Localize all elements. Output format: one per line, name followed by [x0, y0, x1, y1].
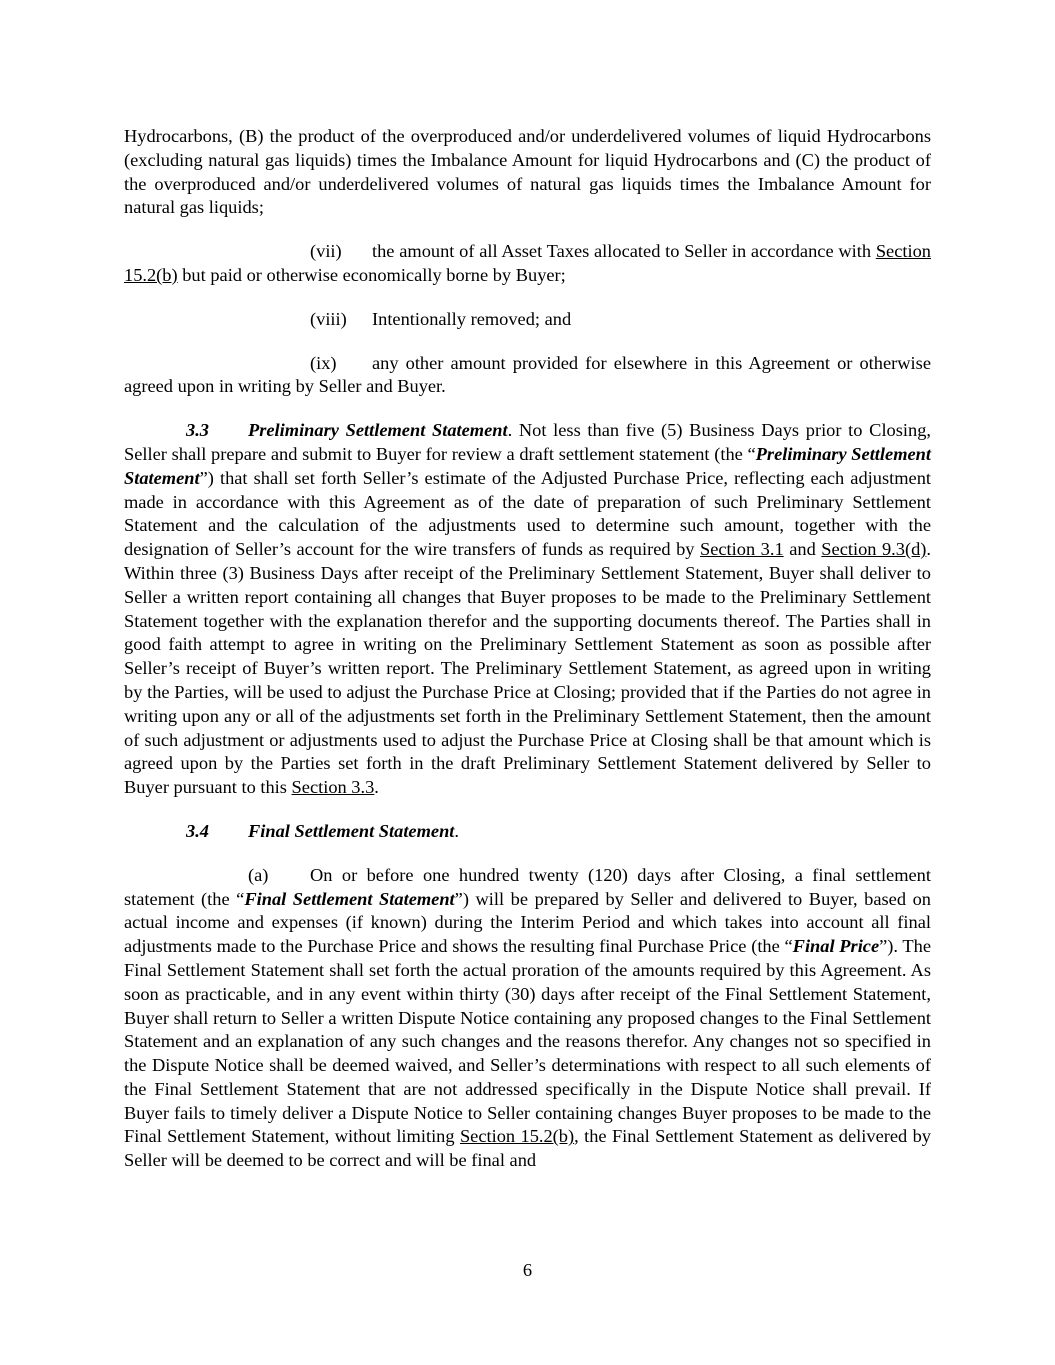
section-heading: Final Settlement Statement: [248, 820, 455, 841]
section-ref-link[interactable]: Section 9.3(d): [821, 539, 927, 560]
section-text: . Within three (3) Business Days after receipt of the Preliminary Settlement Statement, Buyer shall deliver to Seller a written report containing all changes that Buyer proposes to be made to the Preliminary Settlement Statement together with the explanation therefor and the supporting documents thereof. The Parties shall in good faith attempt to agree in writing on the Preliminary Settlement Statement as soon as possible after Seller’s receipt of Buyer’s written report. The Preliminary Settlement Statement, as agreed upon in writing by the Parties, will be used to adjust the Purchase Price at Closing; provided that if the Parties do not agree in writing upon any or all of the adjustments set forth in the Preliminary Settlement Statement, then the amount of such adjustment or adjustments used to adjust the Purchase Price at Closing shall be that amount which is agreed upon by the Parties set forth in the draft Preliminary Settlement Statement delivered by Seller to Buyer pursuant to this: [124, 539, 932, 798]
section-3-4-a: [124, 864, 931, 1173]
clause-number: (viii): [310, 308, 347, 329]
clause-text: the amount of all Asset Taxes allocated to Seller in accordance with: [372, 241, 876, 262]
defined-term: Final Settlement Statement: [244, 888, 455, 909]
section-heading: Preliminary Settlement Statement: [248, 420, 508, 441]
continuation-text: Hydrocarbons, (B) the product of the overproduced and/or underdelivered volumes of liquid Hydrocarbons (excluding natural gas liquids) times the Imbalance Amount for liquid Hydrocarbons and (C) the product of the overproduced and/or underdelivered volumes of natural gas liquids times the Imbalance Amount for natural gas liquids;: [124, 126, 931, 218]
section-3-3: [124, 419, 931, 800]
document-page: [124, 125, 931, 1173]
clause-text: Intentionally removed; and: [372, 308, 572, 329]
clause-text: On or before one hundred twenty (120) days after Closing, a final settlement statement (the “: [124, 864, 931, 909]
section-text: . Not less than five (5) Business Days prior to Closing, Seller shall prepare and submit to Buyer for review a draft settlement statement (the “: [124, 420, 932, 464]
clause-number: (a): [248, 864, 269, 885]
clause-text: ”). The Final Settlement Statement shall set forth the actual proration of the amounts required by this Agreement. As soon as practicable, and in any event within thirty (30) days after receipt of the Final Settlement Statement, Buyer shall return to Seller a written Dispute Notice containing any proposed changes to the Final Settlement Statement and an explanation of any such changes and the reasons therefor. Any changes not so specified in the Dispute Notice shall be deemed waived, and Seller’s determinations with respect to all such elements of the Final Settlement Statement that are not addressed specifically in the Dispute Notice shall prevail. If Buyer fails to timely deliver a Dispute Notice to Seller containing changes Buyer proposes to be made to the Final Settlement Statement, without limiting: [124, 936, 931, 1147]
clause-text: but paid or otherwise economically borne by Buyer;: [177, 264, 566, 285]
section-number: 3.4: [186, 820, 209, 841]
clause-text: , the Final Settlement Statement as delivered by Seller will be deemed to be correct and will be final and: [124, 1126, 931, 1171]
section-ref-link[interactable]: Section 15.2(b): [124, 241, 931, 285]
section-number: 3.3: [186, 420, 209, 441]
section-text: ”) that shall set forth Seller’s estimate of the Adjusted Purchase Price, reflecting each adjustment made in accordance with this Agreement as of the date of preparation of such Preliminary Settlement Statement and the calculation of the adjustments used to determine such amount, together with the designation of Seller’s account for the wire transfers of funds as required by: [124, 467, 931, 560]
clause-text: any other amount provided for elsewhere in this Agreement or otherwise agreed upon in writing by Seller and Buyer.: [124, 352, 931, 397]
clause-number: (vii): [310, 241, 342, 262]
defined-term: Preliminary Settlement Statement: [124, 443, 931, 488]
section-ref-link[interactable]: Section 3.1: [700, 539, 784, 560]
clause-viii: [124, 308, 931, 332]
section-text: .: [374, 777, 379, 798]
page-number: 6: [522, 1260, 533, 1280]
defined-term: Final Price: [792, 936, 880, 957]
clause-vii: [124, 240, 931, 288]
section-ref-link[interactable]: Section 3.3: [291, 777, 375, 798]
paragraph-continuation: [124, 125, 931, 220]
section-text: .: [454, 820, 460, 841]
section-text: and: [783, 539, 822, 560]
clause-number: (ix): [310, 352, 337, 373]
clause-text: ”) will be prepared by Seller and delivered to Buyer, based on actual income and expenses (if known) during the Interim Period and which takes into account all final adjustments made to the Purchase Price and shows the resulting final Purchase Price (the “: [124, 888, 931, 957]
clause-ix: [124, 352, 931, 400]
section-ref-link[interactable]: Section 15.2(b): [459, 1126, 575, 1147]
section-3-4: [124, 820, 931, 844]
